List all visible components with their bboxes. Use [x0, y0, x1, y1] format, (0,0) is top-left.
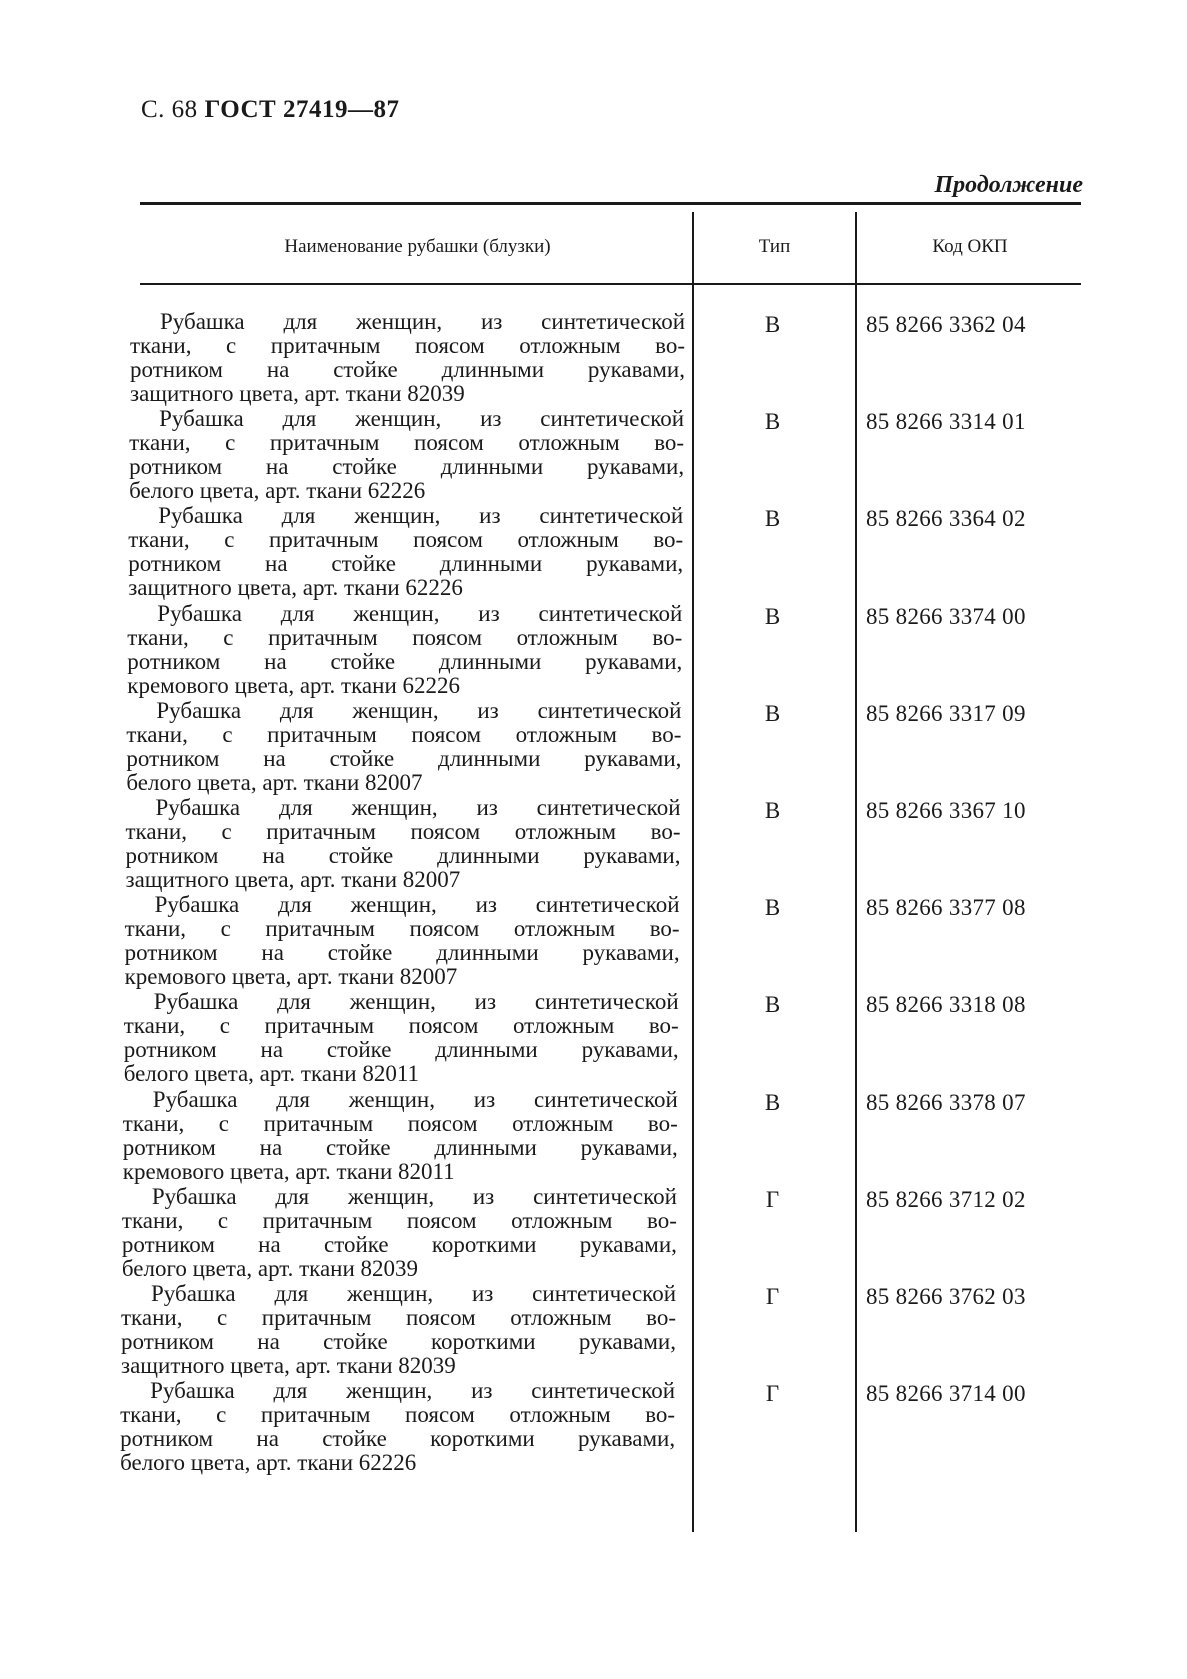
- page-header: [141, 96, 399, 124]
- column-header-type: Тип: [758, 236, 791, 257]
- table-top-rule: [140, 202, 1081, 205]
- okp-code-cell: 85 8266 3712 02: [866, 1186, 1026, 1212]
- shirt-name-cell: [126, 796, 681, 892]
- table-row: [0, 1088, 1187, 1185]
- type-cell: Г: [765, 1284, 780, 1309]
- shirt-name-line: ротником на стойке длинными рукавами,: [129, 454, 685, 480]
- type-cell: В: [764, 506, 781, 532]
- table-row: [0, 1282, 1187, 1379]
- table-row: [0, 796, 1187, 893]
- table-row: [0, 990, 1187, 1087]
- okp-code-cell: 85 8266 3377 08: [866, 895, 1026, 921]
- page-number: С. 68: [141, 96, 198, 123]
- table-row: [0, 504, 1187, 601]
- shirt-name-line: ткани, с притачным поясом отложным во-: [122, 1110, 678, 1136]
- shirt-name-line: кремового цвета, арт. ткани 82011: [122, 1158, 455, 1184]
- shirt-name-line: Рубашка для женщин, из синтетической: [158, 503, 684, 529]
- shirt-name-line: Рубашка для женщин, из синтетической: [150, 1378, 676, 1404]
- shirt-name-line: ротником на стойке длинными рукавами,: [122, 1134, 678, 1160]
- table-row: [0, 310, 1187, 407]
- shirt-name-line: Рубашка для женщин, из синтетической: [155, 795, 681, 820]
- shirt-name-line: ткани, с притачным поясом отложным во-: [128, 527, 684, 553]
- okp-code-cell: 85 8266 3762 03: [866, 1284, 1026, 1309]
- shirt-name-cell: [125, 893, 680, 989]
- shirt-name-cell: [126, 699, 681, 795]
- shirt-name-line: ротником на стойке длинными рукавами,: [130, 357, 685, 382]
- okp-code-cell: 85 8266 3317 09: [866, 700, 1026, 726]
- shirt-name-line: ротником на стойке длинными рукавами,: [123, 1037, 679, 1063]
- shirt-name-line: Рубашка для женщин, из синтетической: [151, 1281, 676, 1306]
- shirt-name-line: ткани, с притачным поясом отложным во-: [127, 624, 683, 650]
- shirt-name-cell: [120, 1379, 675, 1475]
- okp-code-cell: 85 8266 3714 00: [866, 1381, 1026, 1407]
- type-cell: В: [764, 409, 781, 435]
- okp-code-cell: 85 8266 3314 01: [866, 409, 1026, 435]
- shirt-name-line: защитного цвета, арт. ткани 62226: [128, 575, 463, 601]
- shirt-name-cell: [121, 1282, 676, 1378]
- table-row: [0, 1379, 1187, 1476]
- shirt-name-line: защитного цвета, арт. ткани 82039: [130, 381, 465, 406]
- okp-code-cell: 85 8266 3362 04: [866, 312, 1026, 337]
- shirt-name-line: ткани, с притачным поясом отложным во-: [125, 819, 681, 844]
- okp-code-cell: 85 8266 3367 10: [866, 798, 1026, 823]
- shirt-name-line: белого цвета, арт. ткани 62226: [120, 1450, 417, 1476]
- shirt-name-cell: [122, 1185, 677, 1281]
- shirt-name-line: ткани, с притачным поясом отложным во-: [123, 1013, 679, 1039]
- shirt-name-line: белого цвета, арт. ткани 82011: [123, 1061, 419, 1087]
- shirt-name-line: ткани, с притачным поясом отложным во-: [126, 721, 682, 747]
- shirt-name-line: белого цвета, арт. ткани 82007: [126, 769, 423, 795]
- table-row: [0, 407, 1187, 504]
- table-header-rule: [140, 283, 1081, 285]
- type-cell: В: [764, 798, 781, 823]
- shirt-name-line: ткани, с притачным поясом отложным во-: [129, 430, 685, 456]
- shirt-name-line: белого цвета, арт. ткани 62226: [129, 478, 426, 504]
- type-cell: Г: [765, 1186, 780, 1212]
- shirt-name-cell: [123, 1088, 678, 1184]
- type-cell: Г: [765, 1381, 780, 1407]
- shirt-name-line: Рубашка для женщин, из синтетической: [156, 697, 682, 723]
- shirt-name-cell: [127, 602, 682, 698]
- type-cell: В: [764, 603, 781, 629]
- type-cell: В: [764, 895, 781, 921]
- shirt-name-line: Рубашка для женщин, из синтетической: [154, 892, 680, 918]
- shirt-name-line: ротником на стойке короткими рукавами,: [120, 1426, 676, 1452]
- shirt-name-line: ротником на стойке длинными рукавами,: [127, 648, 683, 674]
- shirt-name-line: белого цвета, арт. ткани 82039: [121, 1255, 419, 1281]
- shirt-name-line: ротником на стойке короткими рукавами,: [121, 1231, 677, 1257]
- table-row: [0, 1185, 1187, 1282]
- shirt-name-line: защитного цвета, арт. ткани 82007: [125, 867, 461, 892]
- shirt-name-line: Рубашка для женщин, из синтетической: [159, 406, 685, 432]
- type-cell: В: [764, 312, 781, 337]
- okp-code-cell: 85 8266 3364 02: [866, 506, 1026, 532]
- shirt-name-line: Рубашка для женщин, из синтетической: [151, 1183, 677, 1209]
- column-header-code: Код ОКП: [932, 236, 1008, 257]
- shirt-name-line: кремового цвета, арт. ткани 82007: [124, 964, 458, 990]
- shirt-name-line: ткани, с притачным поясом отложным во-: [120, 1402, 676, 1428]
- shirt-name-line: ротником на стойке длинными рукавами,: [126, 745, 682, 771]
- shirt-name-cell: [129, 407, 684, 503]
- table-row: [0, 602, 1187, 699]
- shirt-name-line: Рубашка для женщин, из синтетической: [153, 989, 679, 1015]
- table-row: [0, 893, 1187, 990]
- okp-code-cell: 85 8266 3374 00: [866, 603, 1026, 629]
- shirt-name-line: ткани, с притачным поясом отложным во-: [121, 1305, 676, 1330]
- shirt-name-line: кремового цвета, арт. ткани 62226: [127, 672, 461, 698]
- shirt-name-line: ротником на стойке длинными рукавами,: [124, 940, 680, 966]
- shirt-name-line: ротником на стойке длинными рукавами,: [128, 551, 684, 577]
- type-cell: В: [764, 700, 781, 726]
- shirt-name-line: ткани, с притачным поясом отложным во-: [121, 1207, 677, 1233]
- shirt-name-line: ткани, с притачным поясом отложным во-: [124, 916, 680, 942]
- shirt-name-line: Рубашка для женщин, из синтетической: [152, 1086, 678, 1112]
- shirt-name-line: Рубашка для женщин, из синтетической: [157, 600, 683, 626]
- shirt-name-line: защитного цвета, арт. ткани 82039: [121, 1353, 456, 1378]
- shirt-name-cell: [128, 504, 683, 600]
- column-header-name: Наименование рубашки (блузки): [284, 236, 551, 257]
- shirt-name-cell: [124, 990, 679, 1086]
- type-cell: В: [764, 992, 781, 1018]
- shirt-name-line: ротником на стойке длинными рукавами,: [125, 843, 681, 868]
- shirt-name-line: ротником на стойке короткими рукавами,: [121, 1329, 676, 1354]
- table-row: [0, 699, 1187, 796]
- continuation-label: Продолжение: [934, 172, 1083, 198]
- shirt-name-cell: [130, 310, 685, 406]
- okp-code-cell: 85 8266 3318 08: [866, 992, 1026, 1018]
- shirt-name-line: ткани, с притачным поясом отложным во-: [130, 333, 685, 358]
- shirt-name-line: Рубашка для женщин, из синтетической: [160, 309, 685, 334]
- okp-code-cell: 85 8266 3378 07: [866, 1089, 1026, 1115]
- standard-number: ГОСТ 27419—87: [204, 96, 400, 123]
- type-cell: В: [764, 1089, 781, 1115]
